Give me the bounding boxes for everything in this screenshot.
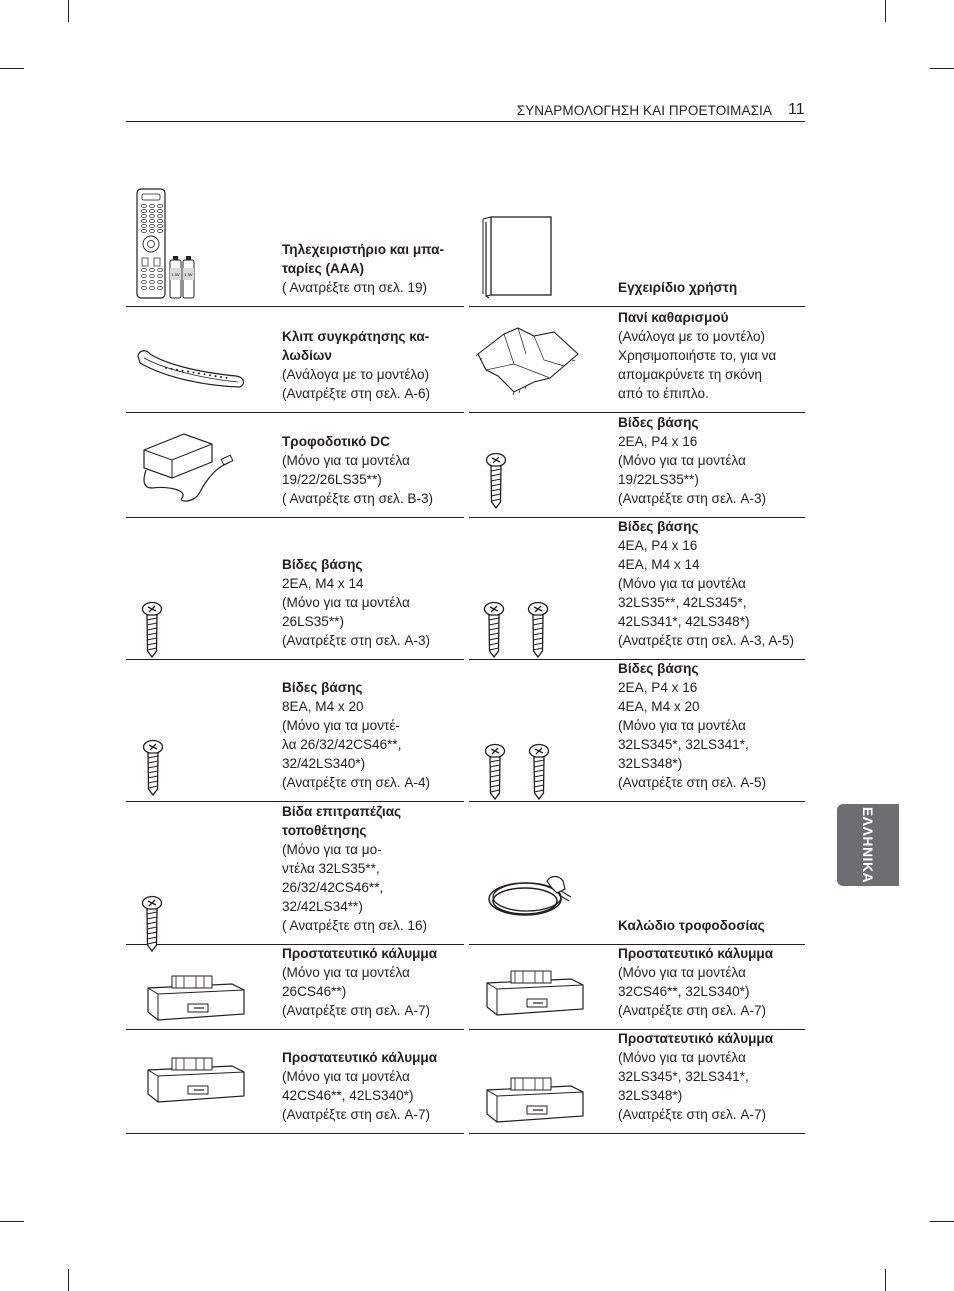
dc-adapter-icon (138, 432, 238, 504)
item-title: Βίδες βάσης (282, 557, 363, 572)
item-description (282, 802, 464, 935)
screw-icon (530, 745, 549, 800)
item-detail-line: (Ανατρέξτε στη σελ. A-6) (282, 386, 431, 401)
item-detail-line: (Μόνο για τα μοντέ- λα 26/32/42CS46**, 32/42LS340*) (282, 718, 402, 771)
item-detail-line: (Ανατρέξτε στη σελ. A-7) (618, 1003, 767, 1018)
accessory-item (126, 659, 464, 802)
item-detail-line: ( Ανατρέξτε στη σελ. 19) (282, 280, 428, 295)
screw-icon (486, 745, 505, 800)
item-detail-line: Χρησιμοποιήστε το, για να απομακρύνετε τη σκόνη από το έπιπλο. (618, 348, 777, 401)
item-detail-line: (Ανατρέξτε στη σελ. A-5) (618, 775, 767, 790)
page-number: 11 (788, 101, 805, 118)
item-title: Προστατευτικό κάλυμμα (618, 1031, 774, 1046)
battery-label: 1.5V (171, 272, 180, 277)
item-title: Κλιπ συγκράτησης κα- λωδίων (282, 329, 430, 363)
item-detail-line: ( Ανατρέξτε στη σελ. B-3) (282, 491, 434, 506)
item-detail-line: (Μόνο για τα μοντέλα 42CS46**, 42LS340*) (282, 1069, 414, 1103)
item-description (282, 432, 464, 508)
item-title: Εγχειρίδιο χρήστη (618, 280, 738, 295)
item-detail-line: (Ανατρέξτε στη σελ. A-3) (618, 491, 767, 506)
item-detail-line: (Μόνο για τα μοντέλα 32CS46**, 32LS340*) (618, 965, 750, 999)
accessory-item (469, 412, 805, 518)
crop-mark (0, 1221, 24, 1222)
item-description (618, 659, 805, 792)
item-description (618, 278, 805, 297)
item-detail-line: 2EA, P4 x 16 (618, 434, 698, 449)
item-title: Βίδα επιτραπέζιας τοποθέτησης (282, 804, 402, 838)
accessory-item (469, 517, 805, 660)
screw-icon (143, 739, 163, 797)
item-detail-line: (Μόνο για τα μοντέλα 32LS35**, 42LS345*, 42LS341*, 42LS348*) (618, 576, 750, 629)
accessory-item (469, 801, 805, 945)
item-detail-line: 4EA, P4 x 16 (618, 538, 698, 553)
item-description (282, 555, 464, 650)
screw-icon (487, 454, 506, 509)
accessory-item (126, 517, 464, 660)
accessory-item (469, 1029, 805, 1134)
item-title: Πανί καθαρισμού (618, 310, 729, 325)
item-detail-line: (Μόνο για τα μοντέλα 26CS46**) (282, 965, 410, 999)
protective-cover-icon (144, 974, 254, 1022)
cleaning-cloth-icon (474, 324, 584, 398)
accessory-item (126, 306, 464, 413)
power-cord-icon (485, 871, 575, 927)
header-divider (126, 121, 805, 122)
item-title: Τροφοδοτικό DC (282, 434, 390, 449)
item-description (282, 678, 464, 792)
item-detail-line: (Μόνο για τα μοντέλα 19/22LS35**) (618, 453, 746, 487)
screw-icon (144, 741, 163, 796)
item-description (618, 916, 805, 935)
item-detail-line: 8EA, M4 x 20 (282, 699, 364, 714)
screw-icon (484, 601, 548, 659)
item-detail-line: (Ανατρέξτε στη σελ. A-7) (282, 1003, 431, 1018)
item-detail-line: (Μόνο για τα μο- ντέλα 32LS35**, 26/32/42CS46**, 32/42LS34**) (282, 842, 384, 914)
battery-label: 1.5V (184, 272, 193, 277)
screw-icon (485, 743, 549, 801)
item-description (282, 240, 464, 297)
item-description (282, 944, 464, 1020)
item-detail-line: (Μόνο για τα μοντέλα 32LS345*, 32LS341*, 32LS348*) (618, 1050, 749, 1103)
item-title: Τηλεχειριστήριο και μπα- ταρίες (AAA) (282, 242, 445, 276)
item-detail-line: (Μόνο για τα μοντέλα 32LS345*, 32LS341*, 32LS348*) (618, 718, 749, 771)
item-description (618, 517, 805, 650)
accessory-item (469, 659, 805, 802)
item-detail-line: 4EA, M4 x 14 (618, 557, 700, 572)
screw-icon (485, 603, 504, 658)
crop-mark (68, 1269, 69, 1291)
accessory-item (126, 801, 464, 945)
screw-icon (143, 897, 162, 952)
crop-mark (930, 1221, 954, 1222)
item-description (618, 944, 805, 1020)
item-title: Προστατευτικό κάλυμμα (282, 946, 438, 961)
item-detail-line: 2EA, M4 x 14 (282, 576, 364, 591)
accessory-item (126, 1029, 464, 1134)
page-header (0, 0, 954, 130)
item-detail-line: (Ανατρέξτε στη σελ. A-7) (618, 1107, 767, 1122)
section-title: ΣΥΝΑΡΜΟΛΟΓΗΣΗ ΚΑΙ ΠΡΟΕΤΟΙΜΑΣΙΑ (516, 103, 772, 118)
protective-cover-icon (483, 1076, 593, 1124)
manual-icon (480, 216, 546, 298)
accessory-item (469, 185, 805, 307)
item-title: Βίδες βάσης (618, 415, 699, 430)
item-detail-line: (Ανάλογα με το μοντέλο) (618, 329, 766, 344)
screw-icon (529, 603, 548, 658)
item-title: Βίδες βάσης (618, 519, 699, 534)
accessory-item (469, 306, 805, 413)
item-detail-line: (Ανατρέξτε στη σελ. A-3) (282, 633, 431, 648)
remote-and-batteries-icon (136, 188, 198, 300)
item-title: Βίδες βάσης (618, 661, 699, 676)
item-description (618, 308, 805, 403)
accessory-item (126, 185, 464, 307)
language-tab-label: ΕΛΛΗΝΙΚΑ (860, 806, 876, 884)
item-title: Προστατευτικό κάλυμμα (618, 946, 774, 961)
accessory-item (469, 944, 805, 1030)
item-detail-line: (Ανατρέξτε στη σελ. A-3, A-5) (618, 633, 794, 648)
item-description (282, 1048, 464, 1124)
protective-cover-icon (144, 1056, 254, 1104)
crop-mark (885, 1269, 886, 1291)
screw-icon (142, 601, 162, 659)
screw-icon (486, 452, 506, 510)
protective-cover-icon (483, 969, 593, 1017)
cable-holder-icon (136, 346, 246, 392)
item-detail-line: (Ανάλογα με το μοντέλο) (282, 367, 430, 382)
item-detail-line: ( Ανατρέξτε στη σελ. 16) (282, 918, 428, 933)
language-tab (837, 804, 899, 886)
item-detail-line: (Μόνο για τα μοντέλα 26LS35**) (282, 595, 410, 629)
item-description (282, 327, 464, 403)
item-detail-line: (Ανατρέξτε στη σελ. A-7) (282, 1107, 431, 1122)
item-title: Βίδες βάσης (282, 680, 363, 695)
item-detail-line: (Ανατρέξτε στη σελ. A-4) (282, 775, 431, 790)
item-detail-line: 2EA, P4 x 16 (618, 680, 698, 695)
item-description (618, 1029, 805, 1124)
item-title: Προστατευτικό κάλυμμα (282, 1050, 438, 1065)
accessory-item (126, 944, 464, 1030)
accessory-item (126, 412, 464, 518)
item-detail-line: (Μόνο για τα μοντέλα 19/22/26LS35**) (282, 453, 410, 487)
screw-icon (143, 603, 162, 658)
item-detail-line: 4EA, M4 x 20 (618, 699, 700, 714)
item-description (618, 413, 805, 508)
item-title: Καλώδιο τροφοδοσίας (618, 918, 765, 933)
